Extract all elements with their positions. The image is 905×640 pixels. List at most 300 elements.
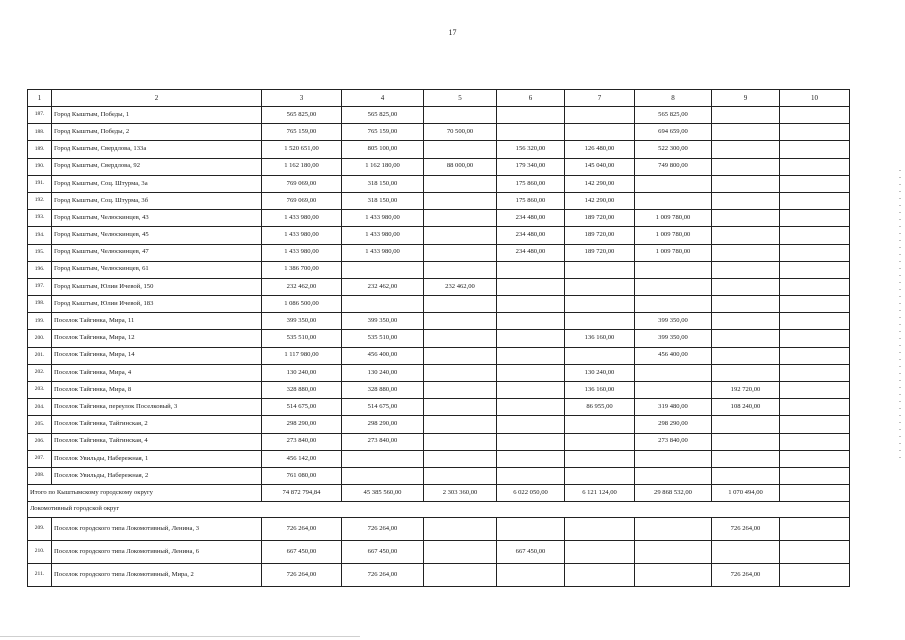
amount-cell-c8 (635, 382, 712, 399)
row-number: 194. (28, 227, 52, 244)
address-cell: Город Кыштым, Свердлова, 133а (52, 141, 262, 158)
row-number: 208. (28, 467, 52, 484)
amount-cell-c7 (565, 433, 635, 450)
amount-cell-c5 (424, 296, 497, 313)
address-cell: Город Кыштым, Челюскинцев, 45 (52, 227, 262, 244)
row-number: 192. (28, 192, 52, 209)
total-amount-c4: 45 385 560,00 (342, 485, 424, 502)
row-number: 191. (28, 175, 52, 192)
amount-cell-c8: 273 840,00 (635, 433, 712, 450)
column-header-3: 3 (262, 90, 342, 107)
amount-cell-c10 (780, 261, 850, 278)
amount-cell-c6: 175 860,00 (497, 175, 565, 192)
amount-cell-c7 (565, 296, 635, 313)
amount-cell-c8 (635, 364, 712, 381)
amount-cell-c9 (712, 278, 780, 295)
amount-cell-c9 (712, 107, 780, 124)
amount-cell-c3: 456 142,00 (262, 450, 342, 467)
amount-cell-c5 (424, 450, 497, 467)
address-cell: Город Кыштым, Челюскинцев, 43 (52, 210, 262, 227)
amount-cell-c7: 189 720,00 (565, 210, 635, 227)
total-amount-c7: 6 121 124,00 (565, 485, 635, 502)
amount-cell-c9 (712, 158, 780, 175)
column-header-6: 6 (497, 90, 565, 107)
amount-cell-c8: 399 350,00 (635, 313, 712, 330)
amount-cell-c7 (565, 467, 635, 484)
amount-cell-c7: 142 290,00 (565, 175, 635, 192)
amount-cell-c5 (424, 227, 497, 244)
row-number: 205. (28, 416, 52, 433)
amount-cell-c10 (780, 192, 850, 209)
amount-cell-c10 (780, 416, 850, 433)
address-cell: Город Кыштым, Свердлова, 92 (52, 158, 262, 175)
amount-cell-c3: 761 080,00 (262, 467, 342, 484)
amount-cell-c6 (497, 450, 565, 467)
amount-cell-c8 (635, 261, 712, 278)
amount-cell-c4: 726 264,00 (342, 518, 424, 541)
amount-cell-c9: 726 264,00 (712, 518, 780, 541)
amount-cell-c4: 130 240,00 (342, 364, 424, 381)
address-cell: Поселок Тайгинка, Мира, 12 (52, 330, 262, 347)
address-cell: Поселок Тайгинка, Мира, 4 (52, 364, 262, 381)
address-cell: Поселок Тайгинка, Тайгинская, 4 (52, 433, 262, 450)
amount-cell-c7: 136 160,00 (565, 382, 635, 399)
amount-cell-c10 (780, 175, 850, 192)
table-row (28, 141, 850, 158)
amount-cell-c3: 298 290,00 (262, 416, 342, 433)
amount-cell-c8: 694 659,00 (635, 124, 712, 141)
amount-cell-c5 (424, 467, 497, 484)
amount-cell-c4: 565 825,00 (342, 107, 424, 124)
table-row (28, 564, 850, 587)
amount-cell-c7: 86 955,00 (565, 399, 635, 416)
address-cell: Поселок Тайгинка, Мира, 11 (52, 313, 262, 330)
amount-cell-c3: 667 450,00 (262, 541, 342, 564)
funding-table (27, 89, 850, 587)
table-row (28, 450, 850, 467)
table-row (28, 382, 850, 399)
amount-cell-c10 (780, 450, 850, 467)
table-row (28, 244, 850, 261)
amount-cell-c3: 1 386 700,00 (262, 261, 342, 278)
amount-cell-c6 (497, 433, 565, 450)
amount-cell-c9 (712, 347, 780, 364)
amount-cell-c6 (497, 124, 565, 141)
table-row (28, 467, 850, 484)
amount-cell-c6 (497, 399, 565, 416)
amount-cell-c8: 399 350,00 (635, 330, 712, 347)
amount-cell-c8: 1 009 780,00 (635, 244, 712, 261)
amount-cell-c3: 399 350,00 (262, 313, 342, 330)
row-number: 199. (28, 313, 52, 330)
amount-cell-c10 (780, 107, 850, 124)
amount-cell-c5 (424, 433, 497, 450)
amount-cell-c7: 126 480,00 (565, 141, 635, 158)
amount-cell-c4: 726 264,00 (342, 564, 424, 587)
amount-cell-c9 (712, 416, 780, 433)
amount-cell-c4: 535 510,00 (342, 330, 424, 347)
amount-cell-c9 (712, 296, 780, 313)
address-cell: Город Кыштым, Соц. Штурма, 3а (52, 175, 262, 192)
table-row (28, 399, 850, 416)
amount-cell-c6 (497, 347, 565, 364)
table-row (28, 541, 850, 564)
amount-cell-c6: 175 860,00 (497, 192, 565, 209)
column-header-7: 7 (565, 90, 635, 107)
total-amount-c6: 6 022 050,00 (497, 485, 565, 502)
amount-cell-c6: 179 340,00 (497, 158, 565, 175)
amount-cell-c4: 456 400,00 (342, 347, 424, 364)
amount-cell-c8 (635, 518, 712, 541)
amount-cell-c3: 765 159,00 (262, 124, 342, 141)
amount-cell-c9 (712, 141, 780, 158)
amount-cell-c7 (565, 416, 635, 433)
amount-cell-c3: 1 433 980,00 (262, 227, 342, 244)
amount-cell-c4: 318 150,00 (342, 192, 424, 209)
amount-cell-c3: 232 462,00 (262, 278, 342, 295)
amount-cell-c5 (424, 364, 497, 381)
amount-cell-c4: 1 433 980,00 (342, 227, 424, 244)
amount-cell-c6 (497, 467, 565, 484)
row-number: 202. (28, 364, 52, 381)
amount-cell-c10 (780, 330, 850, 347)
table-row (28, 107, 850, 124)
amount-cell-c7 (565, 518, 635, 541)
column-header-10: 10 (780, 90, 850, 107)
amount-cell-c5 (424, 107, 497, 124)
amount-cell-c8 (635, 278, 712, 295)
total-amount-c5: 2 303 360,00 (424, 485, 497, 502)
table-row (28, 227, 850, 244)
amount-cell-c4: 514 675,00 (342, 399, 424, 416)
column-header-1: 1 (28, 90, 52, 107)
address-cell: Город Кыштым, Победы, 1 (52, 107, 262, 124)
amount-cell-c6 (497, 364, 565, 381)
amount-cell-c9 (712, 124, 780, 141)
amount-cell-c9 (712, 227, 780, 244)
amount-cell-c6: 156 320,00 (497, 141, 565, 158)
amount-cell-c9 (712, 330, 780, 347)
amount-cell-c8 (635, 175, 712, 192)
amount-cell-c5 (424, 192, 497, 209)
amount-cell-c9: 192 720,00 (712, 382, 780, 399)
amount-cell-c9 (712, 467, 780, 484)
row-number: 196. (28, 261, 52, 278)
amount-cell-c7: 189 720,00 (565, 244, 635, 261)
amount-cell-c10 (780, 158, 850, 175)
row-number: 207. (28, 450, 52, 467)
amount-cell-c7: 142 290,00 (565, 192, 635, 209)
amount-cell-c3: 130 240,00 (262, 364, 342, 381)
row-number: 203. (28, 382, 52, 399)
amount-cell-c9: 108 240,00 (712, 399, 780, 416)
amount-cell-c10 (780, 382, 850, 399)
table-row (28, 175, 850, 192)
amount-cell-c10 (780, 564, 850, 587)
row-number: 195. (28, 244, 52, 261)
amount-cell-c5 (424, 175, 497, 192)
amount-cell-c3: 1 117 980,00 (262, 347, 342, 364)
amount-cell-c8: 522 300,00 (635, 141, 712, 158)
amount-cell-c7 (565, 564, 635, 587)
amount-cell-c3: 1 520 651,00 (262, 141, 342, 158)
address-cell: Поселок Увильды, Набережная, 1 (52, 450, 262, 467)
amount-cell-c4: 273 840,00 (342, 433, 424, 450)
amount-cell-c4: 298 290,00 (342, 416, 424, 433)
table-row (28, 416, 850, 433)
address-cell: Поселок городского типа Локомотивный, Ленина, 6 (52, 541, 262, 564)
table-row (28, 296, 850, 313)
address-cell: Город Кыштым, Победы, 2 (52, 124, 262, 141)
column-header-5: 5 (424, 90, 497, 107)
amount-cell-c4: 1 162 180,00 (342, 158, 424, 175)
amount-cell-c8 (635, 541, 712, 564)
amount-cell-c8 (635, 296, 712, 313)
address-cell: Город Кыштым, Челюскинцев, 61 (52, 261, 262, 278)
amount-cell-c3: 769 069,00 (262, 175, 342, 192)
amount-cell-c8: 1 009 780,00 (635, 210, 712, 227)
address-cell: Поселок Тайгинка, Мира, 8 (52, 382, 262, 399)
amount-cell-c7 (565, 313, 635, 330)
amount-cell-c5: 88 000,00 (424, 158, 497, 175)
row-number: 206. (28, 433, 52, 450)
amount-cell-c4 (342, 261, 424, 278)
amount-cell-c10 (780, 364, 850, 381)
amount-cell-c5: 232 462,00 (424, 278, 497, 295)
row-number: 190. (28, 158, 52, 175)
amount-cell-c3: 514 675,00 (262, 399, 342, 416)
amount-cell-c9 (712, 210, 780, 227)
amount-cell-c7: 145 040,00 (565, 158, 635, 175)
address-cell: Поселок Тайгинка, переулок Поселковый, 3 (52, 399, 262, 416)
amount-cell-c10 (780, 467, 850, 484)
table-row (28, 278, 850, 295)
amount-cell-c4: 232 462,00 (342, 278, 424, 295)
amount-cell-c7 (565, 347, 635, 364)
amount-cell-c6: 234 480,00 (497, 244, 565, 261)
amount-cell-c4: 805 100,00 (342, 141, 424, 158)
header-row (28, 90, 850, 107)
scan-artifact (899, 170, 901, 460)
amount-cell-c7: 136 160,00 (565, 330, 635, 347)
amount-cell-c4: 318 150,00 (342, 175, 424, 192)
address-cell: Поселок городского типа Локомотивный, Ленина, 3 (52, 518, 262, 541)
amount-cell-c6: 234 480,00 (497, 227, 565, 244)
amount-cell-c6 (497, 416, 565, 433)
amount-cell-c5 (424, 564, 497, 587)
amount-cell-c7 (565, 278, 635, 295)
amount-cell-c10 (780, 227, 850, 244)
row-number: 204. (28, 399, 52, 416)
amount-cell-c6 (497, 278, 565, 295)
amount-cell-c6 (497, 261, 565, 278)
amount-cell-c3: 1 433 980,00 (262, 244, 342, 261)
amount-cell-c7: 130 240,00 (565, 364, 635, 381)
address-cell: Поселок Тайгинка, Тайгинская, 2 (52, 416, 262, 433)
page-number: 17 (448, 28, 457, 37)
amount-cell-c6: 234 480,00 (497, 210, 565, 227)
amount-cell-c7 (565, 541, 635, 564)
amount-cell-c10 (780, 541, 850, 564)
total-amount-c8: 29 868 532,00 (635, 485, 712, 502)
amount-cell-c4: 399 350,00 (342, 313, 424, 330)
amount-cell-c5: 70 500,00 (424, 124, 497, 141)
amount-cell-c3: 1 433 980,00 (262, 210, 342, 227)
amount-cell-c8 (635, 192, 712, 209)
amount-cell-c8: 456 400,00 (635, 347, 712, 364)
amount-cell-c5 (424, 347, 497, 364)
total-label: Итого по Кыштымскому городскому округу (28, 485, 262, 502)
amount-cell-c9 (712, 175, 780, 192)
amount-cell-c9 (712, 364, 780, 381)
row-number: 193. (28, 210, 52, 227)
row-number: 209. (28, 518, 52, 541)
amount-cell-c3: 1 086 500,00 (262, 296, 342, 313)
amount-cell-c5 (424, 518, 497, 541)
amount-cell-c3: 565 825,00 (262, 107, 342, 124)
amount-cell-c10 (780, 518, 850, 541)
address-cell: Город Кыштым, Челюскинцев, 47 (52, 244, 262, 261)
address-cell: Город Кыштым, Юлии Ичевой, 150 (52, 278, 262, 295)
table-row (28, 261, 850, 278)
amount-cell-c9 (712, 192, 780, 209)
amount-cell-c6 (497, 296, 565, 313)
amount-cell-c4 (342, 296, 424, 313)
table-row (28, 192, 850, 209)
amount-cell-c7 (565, 450, 635, 467)
amount-cell-c10 (780, 296, 850, 313)
row-number: 201. (28, 347, 52, 364)
table-row (28, 364, 850, 381)
total-amount-c9: 1 070 494,00 (712, 485, 780, 502)
amount-cell-c5 (424, 330, 497, 347)
amount-cell-c3: 328 880,00 (262, 382, 342, 399)
address-cell: Город Кыштым, Юлии Ичевой, 183 (52, 296, 262, 313)
amount-cell-c10 (780, 124, 850, 141)
amount-cell-c3: 769 069,00 (262, 192, 342, 209)
section-header-row (28, 502, 850, 518)
address-cell: Поселок Увильды, Набережная, 2 (52, 467, 262, 484)
column-header-9: 9 (712, 90, 780, 107)
amount-cell-c5 (424, 541, 497, 564)
amount-cell-c9 (712, 244, 780, 261)
amount-cell-c8: 1 009 780,00 (635, 227, 712, 244)
amount-cell-c10 (780, 278, 850, 295)
amount-cell-c3: 1 162 180,00 (262, 158, 342, 175)
amount-cell-c4 (342, 467, 424, 484)
row-number: 197. (28, 278, 52, 295)
amount-cell-c5 (424, 141, 497, 158)
amount-cell-c10 (780, 433, 850, 450)
amount-cell-c4: 1 433 980,00 (342, 244, 424, 261)
amount-cell-c8 (635, 564, 712, 587)
amount-cell-c8 (635, 450, 712, 467)
amount-cell-c8: 319 480,00 (635, 399, 712, 416)
address-cell: Город Кыштым, Соц. Штурма, 3б (52, 192, 262, 209)
amount-cell-c3: 273 840,00 (262, 433, 342, 450)
amount-cell-c6 (497, 564, 565, 587)
row-number: 189. (28, 141, 52, 158)
amount-cell-c3: 726 264,00 (262, 518, 342, 541)
total-row (28, 485, 850, 502)
row-number: 211. (28, 564, 52, 587)
address-cell: Поселок Тайгинка, Мира, 14 (52, 347, 262, 364)
table-row (28, 347, 850, 364)
amount-cell-c5 (424, 416, 497, 433)
amount-cell-c4: 1 433 980,00 (342, 210, 424, 227)
address-cell: Поселок городского типа Локомотивный, Мира, 2 (52, 564, 262, 587)
total-amount-c3: 74 872 794,84 (262, 485, 342, 502)
amount-cell-c10 (780, 347, 850, 364)
amount-cell-c5 (424, 261, 497, 278)
amount-cell-c5 (424, 382, 497, 399)
amount-cell-c5 (424, 210, 497, 227)
section-title: Локомотивный городской округ (28, 502, 850, 518)
amount-cell-c4: 667 450,00 (342, 541, 424, 564)
amount-cell-c8: 565 825,00 (635, 107, 712, 124)
row-number: 210. (28, 541, 52, 564)
amount-cell-c6 (497, 518, 565, 541)
amount-cell-c8: 749 800,00 (635, 158, 712, 175)
table-row (28, 210, 850, 227)
amount-cell-c9 (712, 541, 780, 564)
table-row (28, 518, 850, 541)
amount-cell-c6 (497, 330, 565, 347)
amount-cell-c8 (635, 467, 712, 484)
amount-cell-c10 (780, 141, 850, 158)
amount-cell-c5 (424, 244, 497, 261)
column-header-8: 8 (635, 90, 712, 107)
amount-cell-c9 (712, 450, 780, 467)
row-number: 200. (28, 330, 52, 347)
row-number: 188. (28, 124, 52, 141)
amount-cell-c7 (565, 124, 635, 141)
total-amount-c10 (780, 485, 850, 502)
footer-line (0, 636, 360, 637)
amount-cell-c5 (424, 313, 497, 330)
amount-cell-c4: 765 159,00 (342, 124, 424, 141)
amount-cell-c6 (497, 107, 565, 124)
row-number: 198. (28, 296, 52, 313)
amount-cell-c7 (565, 261, 635, 278)
amount-cell-c6 (497, 313, 565, 330)
amount-cell-c9 (712, 433, 780, 450)
amount-cell-c9: 726 264,00 (712, 564, 780, 587)
amount-cell-c7 (565, 107, 635, 124)
amount-cell-c5 (424, 399, 497, 416)
amount-cell-c10 (780, 210, 850, 227)
amount-cell-c9 (712, 313, 780, 330)
amount-cell-c6 (497, 382, 565, 399)
row-number: 187. (28, 107, 52, 124)
amount-cell-c7: 189 720,00 (565, 227, 635, 244)
amount-cell-c10 (780, 313, 850, 330)
amount-cell-c4 (342, 450, 424, 467)
amount-cell-c10 (780, 399, 850, 416)
table-row (28, 124, 850, 141)
amount-cell-c9 (712, 261, 780, 278)
column-header-2: 2 (52, 90, 262, 107)
amount-cell-c6: 667 450,00 (497, 541, 565, 564)
column-header-4: 4 (342, 90, 424, 107)
table-row (28, 330, 850, 347)
table-row (28, 313, 850, 330)
amount-cell-c4: 328 880,00 (342, 382, 424, 399)
amount-cell-c10 (780, 244, 850, 261)
table-row (28, 433, 850, 450)
amount-cell-c3: 726 264,00 (262, 564, 342, 587)
amount-cell-c3: 535 510,00 (262, 330, 342, 347)
